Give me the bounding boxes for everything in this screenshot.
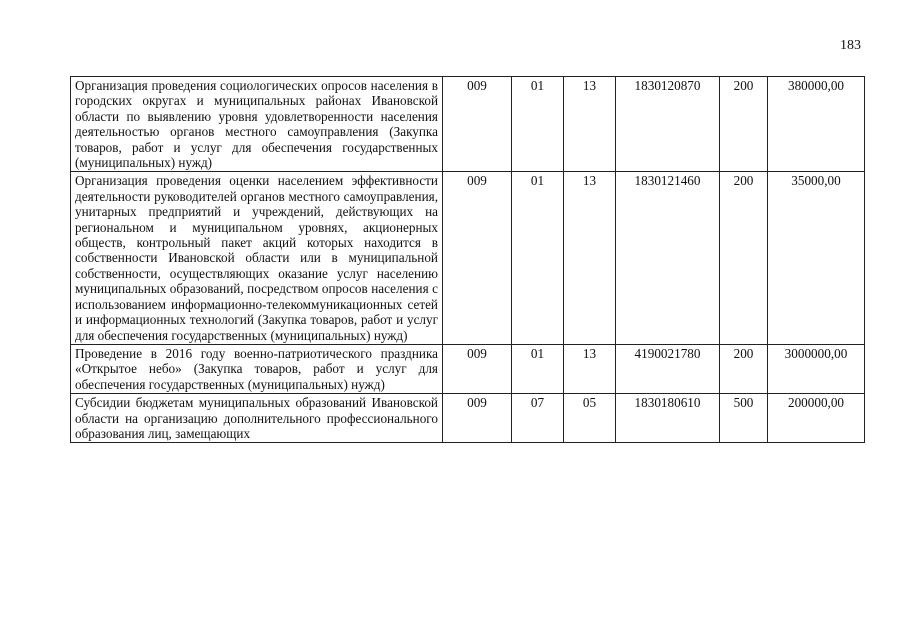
table-row [71, 77, 865, 172]
budget-table [70, 76, 865, 443]
row-target-item-code: 1830121460 [616, 172, 720, 344]
row-section-code: 01 [512, 172, 564, 344]
row-subsection-code: 13 [564, 344, 616, 393]
row-section-code: 01 [512, 77, 564, 172]
table-row [71, 344, 865, 393]
row-amount: 3000000,00 [768, 344, 865, 393]
row-department-code: 009 [443, 394, 512, 443]
row-expense-type-code: 200 [720, 77, 768, 172]
row-section-code: 07 [512, 394, 564, 443]
row-description: Организация проведения оценки населением эффективности деятельности руководителей органов местного самоуправления, унитарных предприятий и учреждений, действующих на региональном и муниципальном уровнях, акционерных обществ, контрольный пакет акций которых находится в собственности Ивановской области или в муниципальной собственности, осуществляющих оказание услуг населению муниципальных образований, посредством опросов населения с использованием информационно-телекоммуникационных сетей и информационных технологий (Закупка товаров, работ и услуг для обеспечения государственных (муниципальных) нужд) [71, 172, 443, 344]
row-subsection-code: 13 [564, 172, 616, 344]
row-amount: 380000,00 [768, 77, 865, 172]
row-section-code: 01 [512, 344, 564, 393]
row-department-code: 009 [443, 172, 512, 344]
row-expense-type-code: 500 [720, 394, 768, 443]
row-subsection-code: 13 [564, 77, 616, 172]
row-department-code: 009 [443, 344, 512, 393]
row-expense-type-code: 200 [720, 172, 768, 344]
row-amount: 35000,00 [768, 172, 865, 344]
row-subsection-code: 05 [564, 394, 616, 443]
table-row [71, 172, 865, 344]
row-target-item-code: 1830180610 [616, 394, 720, 443]
row-amount: 200000,00 [768, 394, 865, 443]
page-number: 183 [840, 38, 861, 53]
row-description: Субсидии бюджетам муниципальных образований Ивановской области на организацию дополнительного профессионального образования лиц, замещающих [75, 395, 438, 441]
row-description: Организация проведения социологических опросов населения в городских округах и муниципальных районах Ивановской области по выявлению уровня удовлетворенности населения деятельностью органов местного самоуправления (Закупка товаров, работ и услуг для обеспечения государственных (муниципальных) нужд) [71, 77, 443, 172]
row-expense-type-code: 200 [720, 344, 768, 393]
row-target-item-code: 1830120870 [616, 77, 720, 172]
row-description: Проведение в 2016 году военно-патриотического праздника «Открытое небо» (Закупка товаров, работ и услуг для обеспечения государственных (муниципальных) нужд) [71, 344, 443, 393]
row-department-code: 009 [443, 77, 512, 172]
table-row [71, 394, 865, 443]
row-description-cell [71, 394, 443, 443]
row-target-item-code: 4190021780 [616, 344, 720, 393]
